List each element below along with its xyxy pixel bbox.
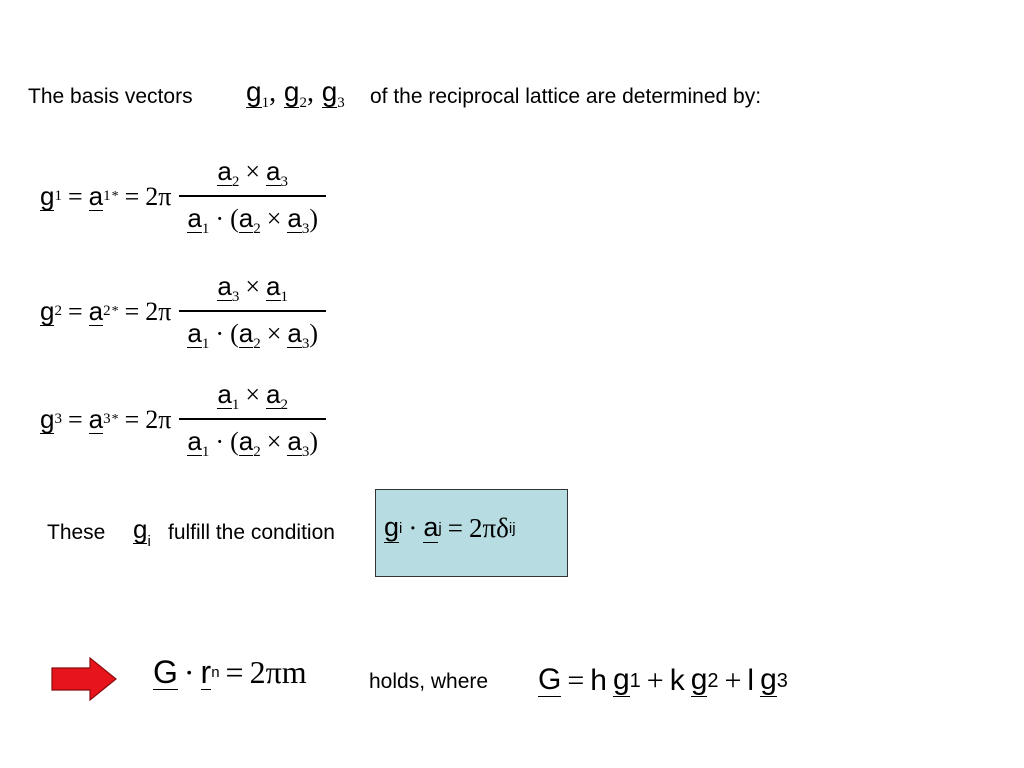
fulfill-text: fulfill the condition [168, 521, 335, 544]
fraction: $\frac{a_2 \times a_3}{a_1 \cdot (a_2 \times a_3)}$ [179, 156, 326, 238]
these-text: These [47, 521, 106, 544]
intro-vectors: $g_1$, $g_2$, $g_3$ [246, 76, 345, 111]
fraction: $\frac{a_1 \times a_2}{a_1 \cdot (a_2 \times a_3)}$ [179, 379, 326, 461]
fraction: $\frac{a_3 \times a_1}{a_1 \cdot (a_2 \times a_3)}$ [179, 271, 326, 353]
g-vector-expansion: G = h g 1 + k g 2 + l g 3 [538, 663, 788, 697]
holds-text: holds, where [369, 670, 489, 693]
intro-text-after: of the reciprocal lattice are determined by: [370, 85, 762, 108]
orthogonality-condition: g i · a j = 2π δ ij [384, 512, 516, 543]
equation-g2: g 2 = a 2 * = 2π $\frac{a_3 \times a_1}{a_1 \cdot (a_2 \times a_3)}$ [40, 271, 326, 353]
intro-text: The basis vectors [28, 85, 193, 108]
arrow-right-icon [50, 656, 118, 702]
equation-g1: g 1 = a 1 * = 2π $\frac{a_2 \times a_3}{a_1 \cdot (a_2 \times a_3)}$ [40, 156, 326, 238]
lattice-condition: G · r n = 2πm [153, 653, 307, 690]
gi-symbol: $g_i$ [133, 514, 151, 550]
equation-g3: g 3 = a 3 * = 2π $\frac{a_1 \times a_2}{a_1 \cdot (a_2 \times a_3)}$ [40, 379, 326, 461]
